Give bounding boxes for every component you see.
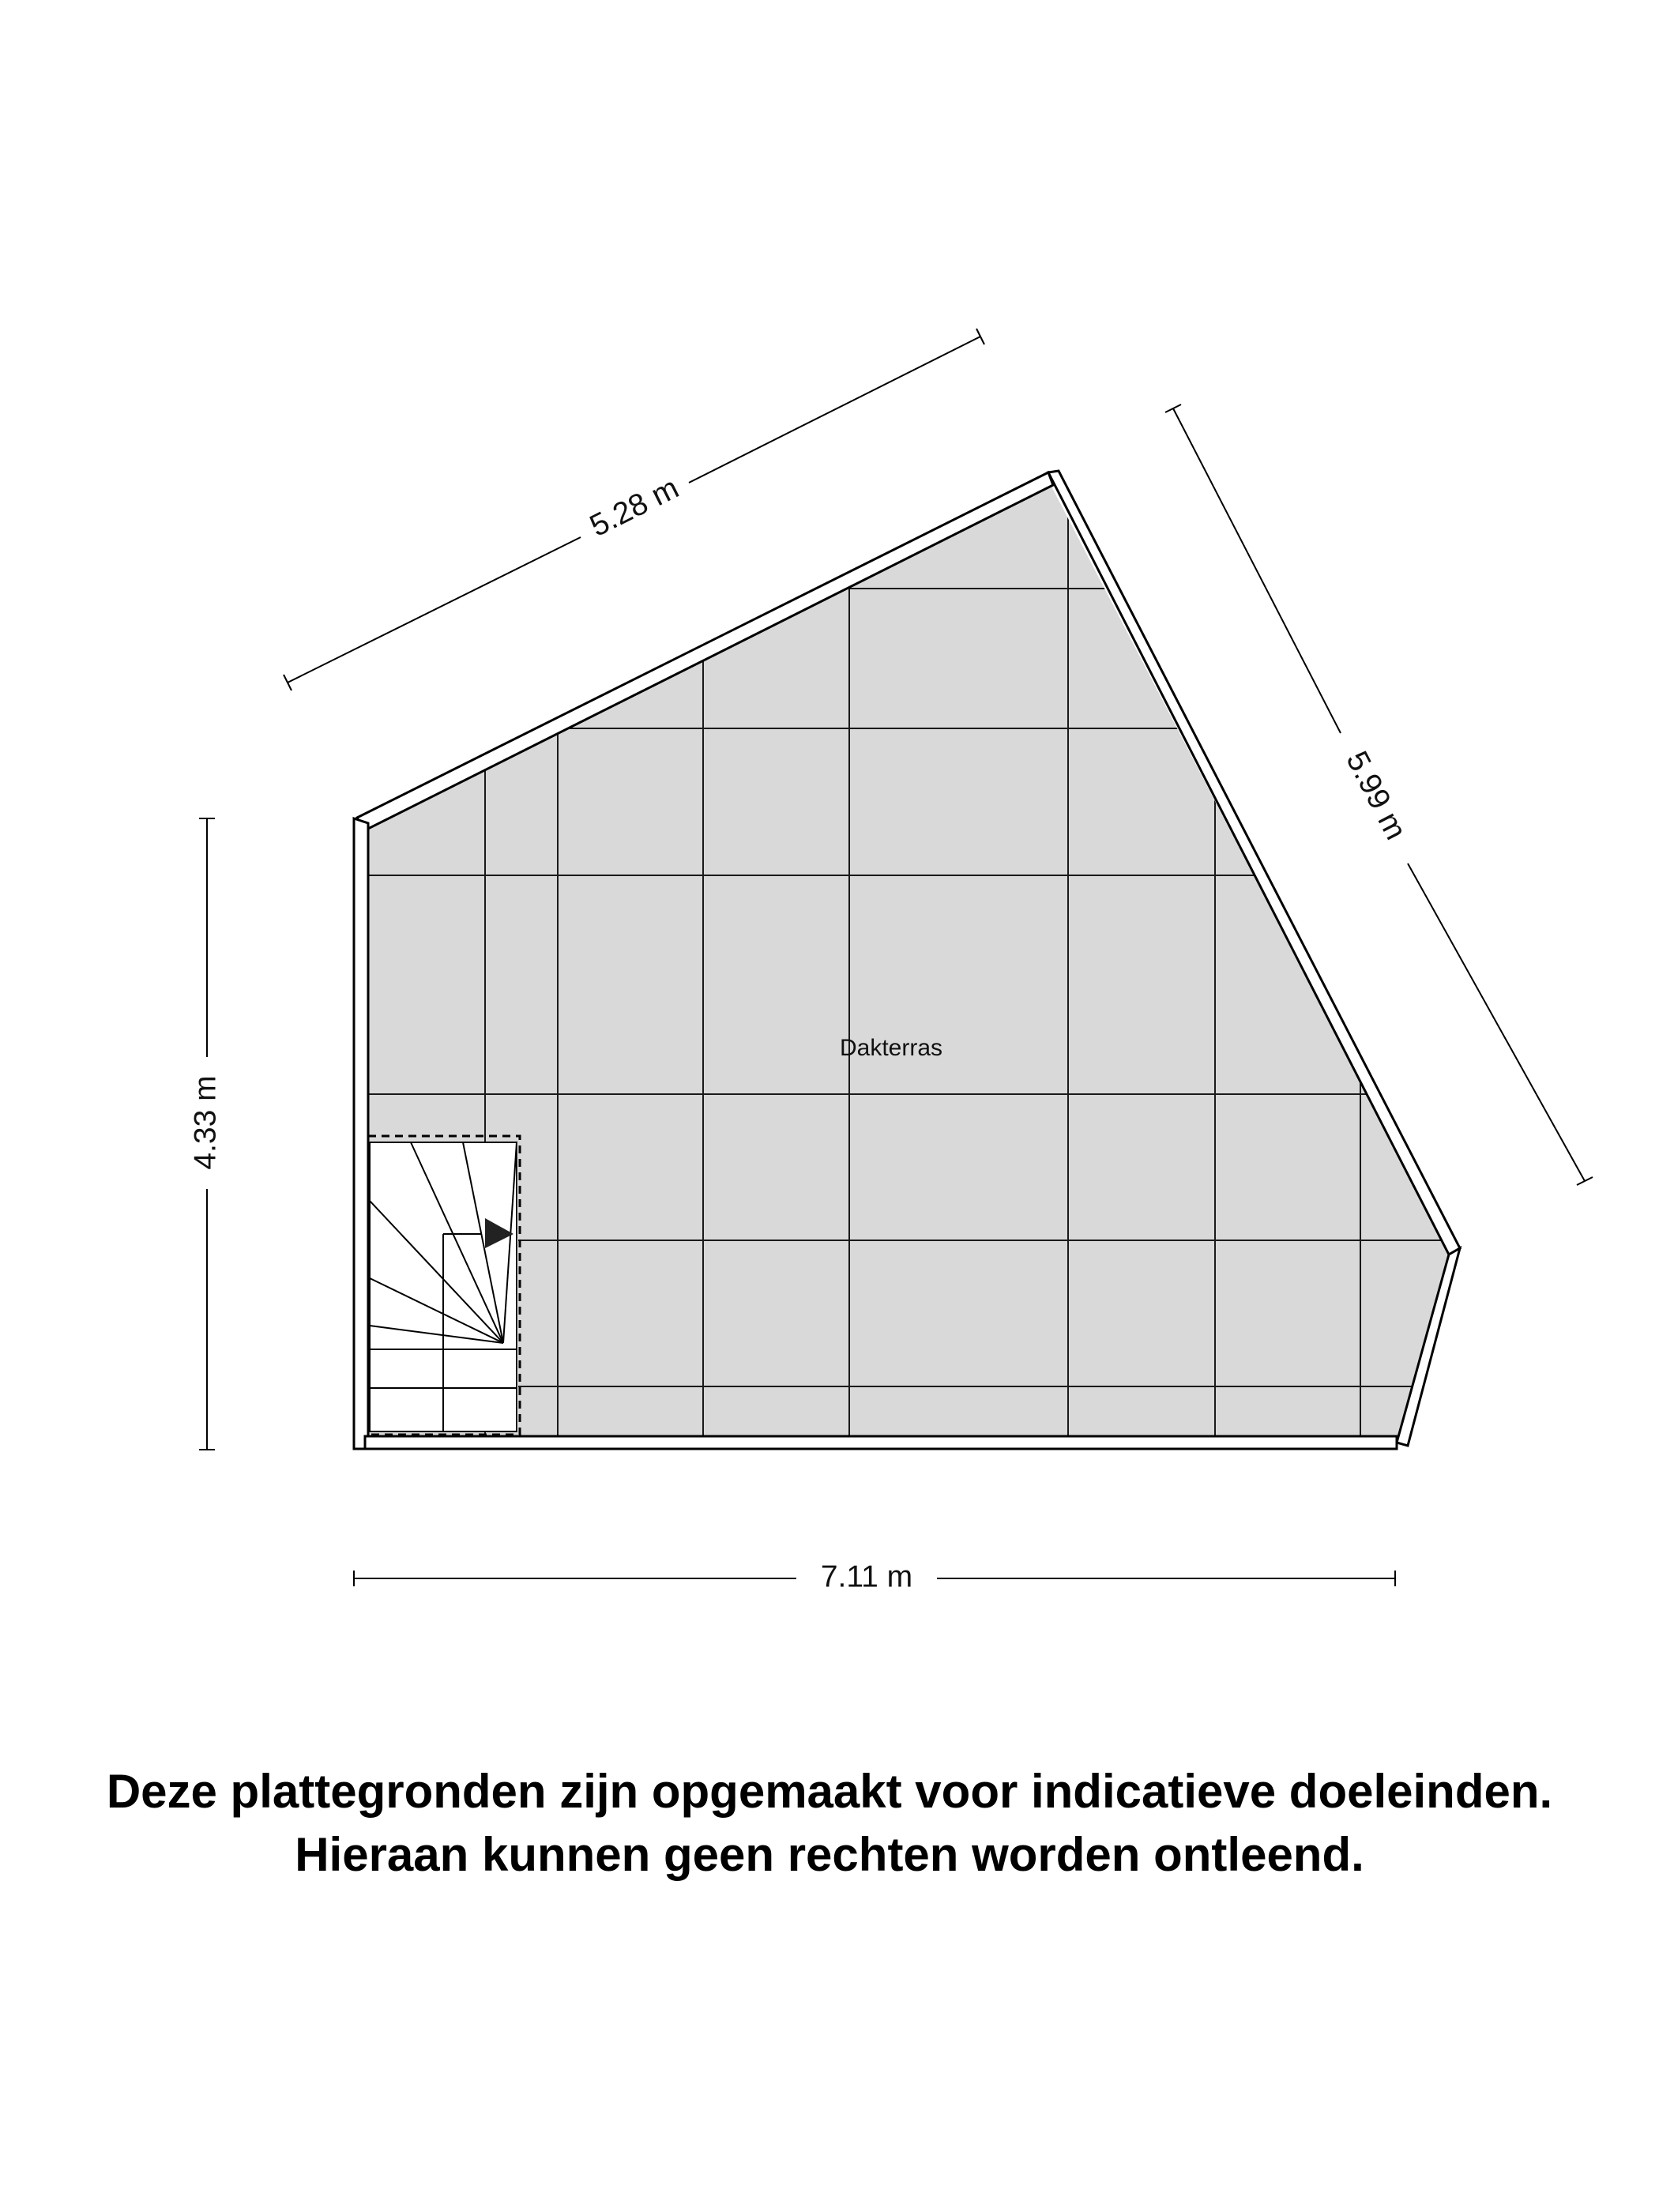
terrace-floor [368,483,1449,1439]
dim-label-right: 5.99 m [1339,746,1413,845]
wall-left [354,818,368,1449]
disclaimer [0,1760,1659,1887]
wall-bottom [365,1436,1397,1449]
dim-label-bottom: 7.11 m [820,1559,913,1594]
room-label: Dakterras [839,1034,943,1061]
staircase [368,1136,520,1435]
dim-label-top: 5.28 m [585,471,684,544]
dim-label-left: 4.33 m [188,1075,223,1170]
disclaimer-line-1: Deze plattegronden zijn opgemaakt voor indicatieve doeleinden. [106,1765,1553,1818]
disclaimer-line-2: Hieraan kunnen geen rechten worden ontleend. [295,1828,1364,1881]
